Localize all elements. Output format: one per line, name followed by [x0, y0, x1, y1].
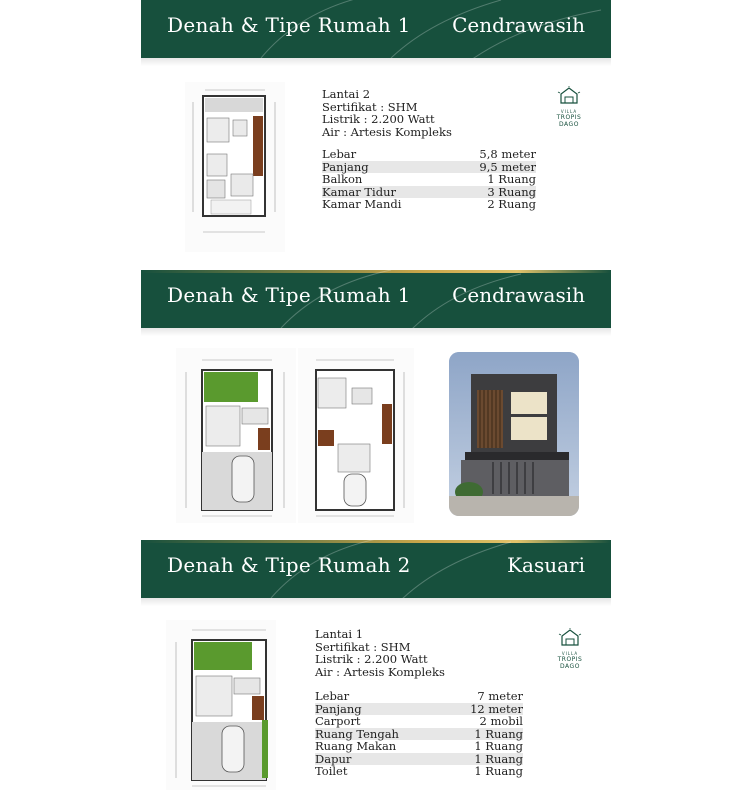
logo-line-1: VILLA: [560, 109, 578, 114]
section-3-banner: [141, 540, 611, 598]
spec-label: Toilet: [315, 764, 348, 778]
section-1-info: [322, 88, 452, 138]
spec-value: 1 Ruang: [474, 751, 523, 766]
logo-house-icon: [558, 628, 582, 646]
section-1-shadow: [141, 58, 611, 66]
logo-line-2: TROPIS DAGO: [556, 114, 582, 128]
floor-plan-ground: [176, 348, 296, 523]
spec-value: 9,5 meter: [479, 159, 536, 174]
spec-label: Panjang: [322, 159, 369, 174]
spec-label: Lebar: [322, 147, 357, 161]
section-1-name: Cendrawasih: [452, 13, 585, 37]
spec-row: [315, 740, 523, 753]
spec-row: [322, 173, 536, 186]
section-2-name: Cendrawasih: [452, 283, 585, 307]
section-3-spec-table: [315, 690, 523, 778]
water-label: Air : Artesis Kompleks: [322, 124, 452, 139]
section-3-info: [315, 628, 445, 678]
spec-label: Panjang: [315, 701, 362, 716]
section-3-shadow: [141, 598, 611, 606]
spec-label: Dapur: [315, 751, 352, 766]
spec-row: [322, 198, 536, 211]
logo-line-1: VILLA: [561, 651, 579, 656]
floor-plan-upper: [298, 348, 414, 523]
electricity-label: Listrik : 2.200 Watt: [315, 652, 428, 666]
spec-row: [315, 715, 523, 728]
logo-line-2: TROPIS DAGO: [557, 656, 583, 670]
spec-value: 2 mobil: [479, 714, 523, 728]
certificate-label: Sertifikat : SHM: [322, 99, 418, 114]
floor-label: Lantai 1: [315, 627, 364, 641]
spec-label: Lebar: [315, 689, 350, 703]
floor-label: Lantai 2: [322, 87, 371, 101]
section-1-spec-table: [322, 148, 536, 211]
spec-label: Balkon: [322, 172, 363, 186]
spec-value: 1 Ruang: [474, 764, 523, 778]
spec-value: 1 Ruang: [487, 172, 536, 186]
spec-value: 1 Ruang: [474, 739, 523, 753]
spec-row: [315, 690, 523, 703]
section-2-banner: [141, 270, 611, 328]
section-1-title: Denah & Tipe Rumah 1: [167, 13, 411, 37]
spec-label: Carport: [315, 714, 361, 728]
section-1-banner: [141, 0, 611, 58]
spec-value: 1 Ruang: [474, 726, 523, 741]
section-3-name: Kasuari: [507, 553, 585, 577]
section-2-shadow: [141, 328, 611, 336]
section-2-title: Denah & Tipe Rumah 1: [167, 283, 411, 307]
logo-house-icon: [557, 86, 581, 104]
spec-value: 2 Ruang: [487, 197, 536, 211]
house-render-image: [449, 352, 579, 516]
spec-label: Kamar Tidur: [322, 184, 396, 199]
spec-value: 5,8 meter: [479, 147, 536, 161]
spec-label: Kamar Mandi: [322, 197, 402, 211]
villa-logo: [550, 628, 590, 670]
spec-row: [315, 765, 523, 778]
spec-value: 12 meter: [470, 701, 523, 716]
spec-value: 3 Ruang: [487, 184, 536, 199]
electricity-label: Listrik : 2.200 Watt: [322, 112, 435, 126]
house-facade-icon: [449, 352, 579, 516]
villa-logo: [549, 86, 589, 128]
spec-label: Ruang Tengah: [315, 726, 399, 741]
section-3-title: Denah & Tipe Rumah 2: [167, 553, 411, 577]
spec-label: Ruang Makan: [315, 739, 397, 753]
spec-value: 7 meter: [477, 689, 523, 703]
water-label: Air : Artesis Kompleks: [315, 664, 445, 679]
floor-plan-1: [185, 82, 285, 252]
certificate-label: Sertifikat : SHM: [315, 639, 411, 654]
spec-row: [322, 148, 536, 161]
floor-plan-3: [166, 620, 276, 790]
